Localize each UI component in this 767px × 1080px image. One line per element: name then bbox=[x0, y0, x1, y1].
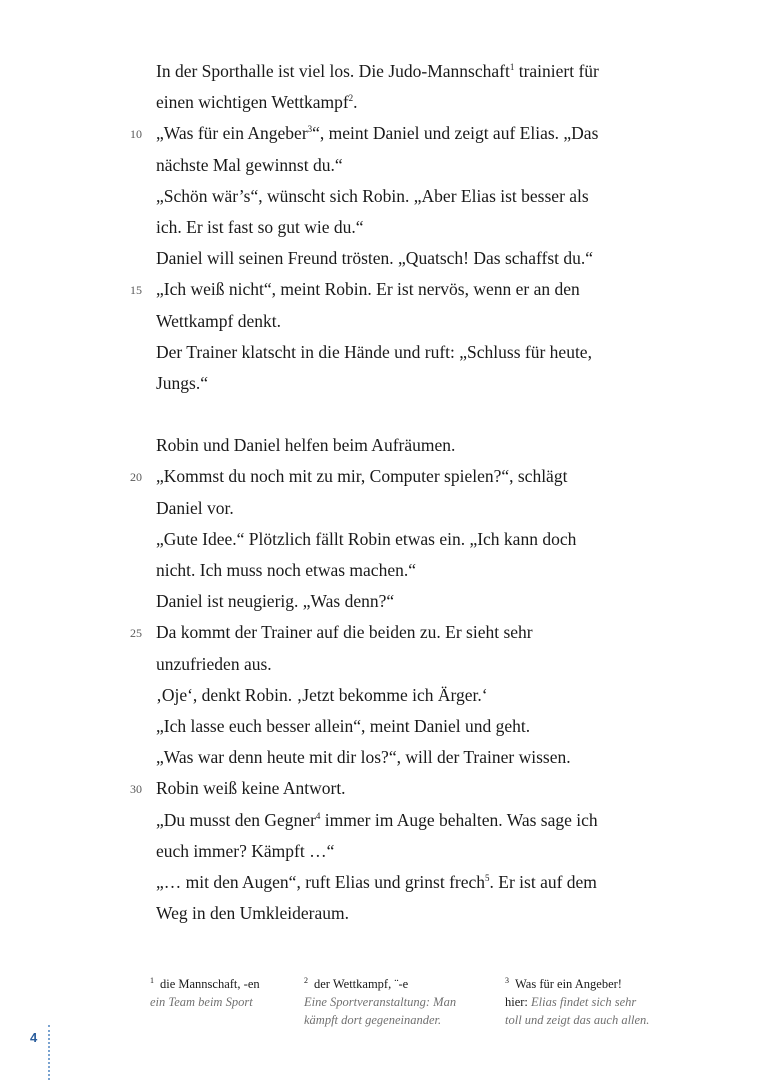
text-line bbox=[156, 586, 716, 617]
footnote-definition: kämpft dort gegeneinander. bbox=[304, 1013, 442, 1027]
text-line bbox=[156, 555, 716, 586]
text-line bbox=[156, 368, 716, 399]
line-text: “, meint Daniel und zeigt auf Elias. „Das bbox=[312, 123, 599, 144]
line-text: . Er ist auf dem bbox=[489, 871, 597, 892]
line-text: Daniel will seinen Freund trösten. „Quatsch! Das schaffst du.“ bbox=[156, 248, 594, 269]
text-line bbox=[156, 56, 716, 87]
text-line bbox=[156, 524, 716, 555]
line-text: trainiert für bbox=[514, 61, 599, 81]
line-text: Wettkampf denkt. bbox=[156, 310, 281, 331]
text-line bbox=[156, 805, 716, 836]
line-text: Robin und Daniel helfen beim Aufräumen. bbox=[156, 435, 456, 456]
footnote-ref: 5 bbox=[485, 873, 490, 884]
line-text: nicht. Ich muss noch etwas machen.“ bbox=[156, 560, 416, 580]
line-text: „… mit den Augen“, ruft Elias und grinst frech bbox=[156, 871, 486, 892]
text-line bbox=[156, 181, 716, 212]
text-line bbox=[156, 898, 716, 929]
line-text: Da kommt der Trainer auf die beiden zu. Er sieht sehr bbox=[156, 622, 533, 643]
text-line bbox=[156, 430, 716, 461]
line-text: In der Sporthalle ist viel los. Die Judo-Mannschaft bbox=[156, 61, 510, 81]
line-text: Daniel ist neugierig. „Was denn?“ bbox=[156, 591, 395, 612]
line-number: 15 bbox=[130, 283, 142, 298]
line-text: „Ich lasse euch besser allein“, meint Daniel und geht. bbox=[156, 715, 531, 736]
text-line bbox=[130, 617, 716, 648]
footnote-term: der Wettkampf, ¨-e bbox=[314, 977, 409, 991]
line-text: „Was war denn heute mit dir los?“, will der Trainer wissen. bbox=[156, 747, 571, 768]
footnote-number: 1 bbox=[150, 975, 154, 985]
footnote-ref: 3 bbox=[307, 124, 313, 135]
footnote-definition: toll und zeigt das auch allen. bbox=[505, 1013, 650, 1027]
text-line bbox=[156, 680, 716, 711]
text-line bbox=[156, 493, 716, 524]
line-number: 20 bbox=[130, 470, 142, 485]
footnote-prefix: hier: bbox=[505, 995, 532, 1009]
line-text: Robin weiß keine Antwort. bbox=[156, 778, 346, 799]
line-text: ‚Oje‘, denkt Robin. ‚Jetzt bekomme ich Ärger.‘ bbox=[156, 684, 488, 705]
line-text: euch immer? Kämpft …“ bbox=[156, 840, 335, 861]
line-text: . bbox=[353, 92, 358, 113]
text-line bbox=[130, 118, 716, 149]
line-text: „Gute Idee.“ Plötzlich fällt Robin etwas ein. „Ich kann doch bbox=[156, 528, 577, 549]
footnote-number: 2 bbox=[304, 975, 308, 985]
line-text: „Du musst den Gegner bbox=[156, 809, 316, 830]
footnote-number: 3 bbox=[505, 975, 509, 985]
text-line bbox=[156, 867, 716, 898]
text-line bbox=[156, 243, 716, 274]
footnote-ref: 1 bbox=[509, 62, 515, 73]
line-text: „Schön wär’s“, wünscht sich Robin. „Aber Elias ist besser als bbox=[156, 185, 589, 206]
text-line bbox=[156, 87, 716, 118]
line-text: „Was für ein Angeber bbox=[156, 123, 308, 144]
text-line bbox=[156, 711, 716, 742]
text-line bbox=[156, 399, 716, 430]
footnote-1 bbox=[150, 975, 300, 1011]
line-text: Daniel vor. bbox=[156, 497, 234, 518]
footnote-ref: 2 bbox=[348, 93, 354, 104]
line-text: Jungs.“ bbox=[156, 372, 209, 393]
footnote-3 bbox=[505, 975, 745, 1029]
line-text: einen wichtigen Wettkampf bbox=[156, 92, 349, 113]
story-text bbox=[130, 56, 716, 929]
text-line bbox=[156, 337, 716, 368]
text-line bbox=[156, 150, 716, 181]
text-line bbox=[156, 742, 716, 773]
footnote-2 bbox=[304, 975, 499, 1029]
page-margin-rule bbox=[48, 1025, 50, 1080]
line-text: Der Trainer klatscht in die Hände und ruft: „Schluss für heute, bbox=[156, 341, 592, 362]
line-text: ich. Er ist fast so gut wie du.“ bbox=[156, 216, 364, 237]
text-line bbox=[130, 274, 716, 305]
footnote-ref: 4 bbox=[315, 810, 321, 821]
line-number: 10 bbox=[130, 127, 142, 142]
line-text: immer im Auge behalten. Was sage ich bbox=[320, 809, 598, 830]
text-line bbox=[130, 773, 716, 804]
text-line bbox=[130, 461, 716, 492]
line-text: unzufrieden aus. bbox=[156, 653, 272, 674]
footnote-definition: Eine Sportveranstaltung: Man bbox=[304, 995, 457, 1009]
footnote-definition: ein Team beim Sport bbox=[150, 995, 253, 1009]
line-number: 25 bbox=[130, 626, 142, 641]
text-line bbox=[156, 212, 716, 243]
page-number: 4 bbox=[30, 1030, 38, 1045]
footnote-definition: Elias findet sich sehr bbox=[531, 995, 637, 1009]
line-text: nächste Mal gewinnst du.“ bbox=[156, 154, 343, 175]
footnote-term: Was für ein Angeber! bbox=[515, 977, 622, 991]
line-number: 30 bbox=[130, 782, 142, 797]
line-text: „Kommst du noch mit zu mir, Computer spielen?“, schlägt bbox=[156, 466, 568, 487]
line-text: Weg in den Umkleideraum. bbox=[156, 903, 349, 924]
line-text: „Ich weiß nicht“, meint Robin. Er ist nervös, wenn er an den bbox=[156, 279, 580, 300]
text-line bbox=[156, 836, 716, 867]
text-line bbox=[156, 306, 716, 337]
footnote-term: die Mannschaft, -en bbox=[160, 977, 260, 991]
text-line bbox=[156, 649, 716, 680]
